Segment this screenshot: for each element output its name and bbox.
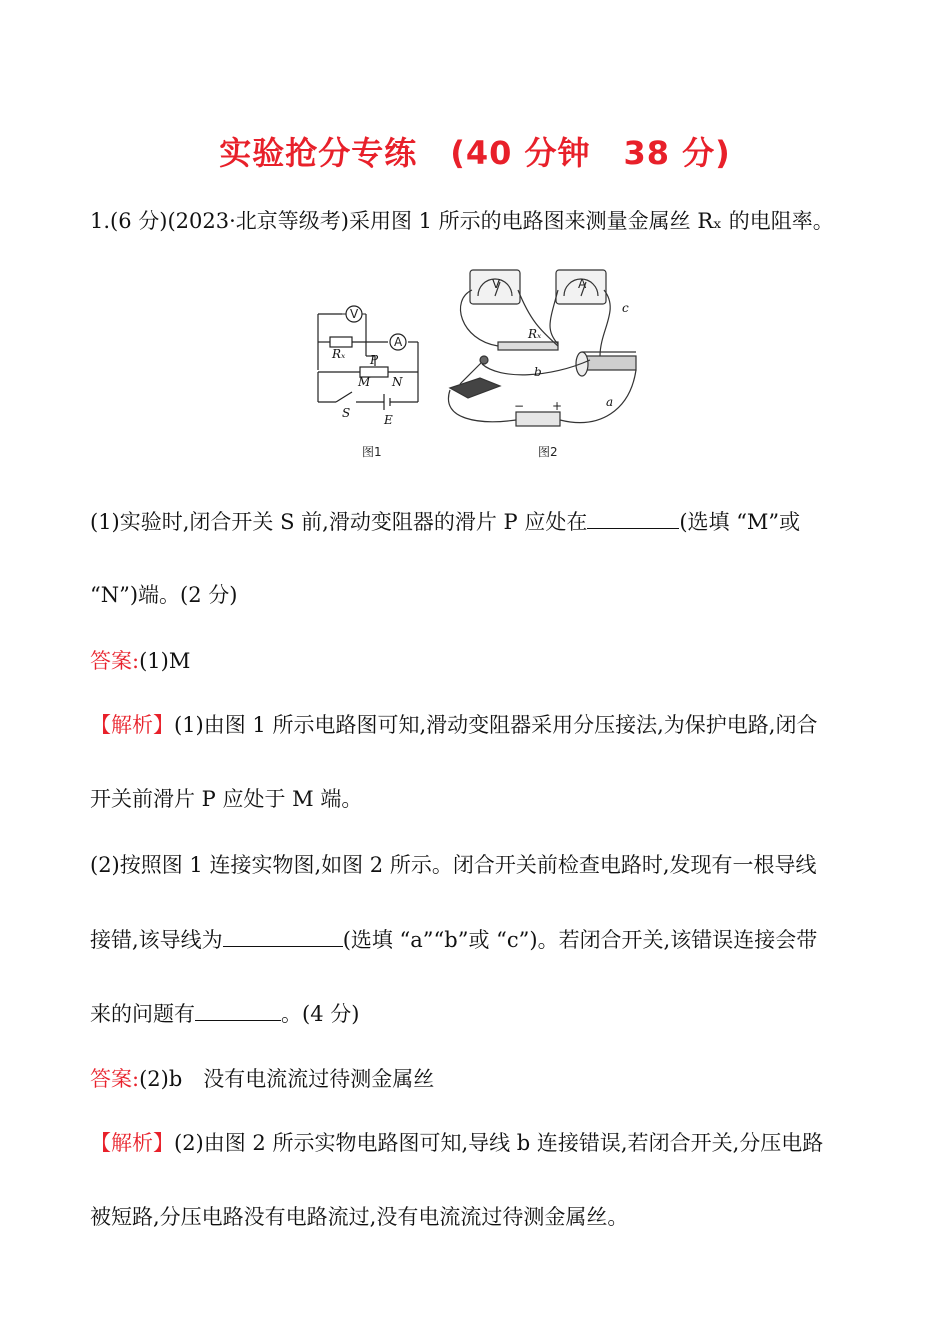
- part2-line2: [90, 924, 880, 955]
- answer1-label: 答案:: [90, 649, 140, 673]
- fig2-rx-label: Rₓ: [528, 327, 542, 341]
- circuit-figure: [300, 260, 660, 470]
- battery-plus-label: +: [552, 399, 563, 413]
- part1-line1: [90, 506, 880, 537]
- analysis1-line2: 开关前滑片 P 应处于 M 端。: [90, 787, 363, 811]
- wire-c-label: c: [622, 301, 629, 315]
- analysis2-text: (2)由图 2 所示实物电路图可知,导线 b 连接错误,若闭合开关,分压电路: [174, 1131, 824, 1155]
- rx-label: Rₓ: [332, 347, 346, 361]
- fig2-caption: 图2: [538, 445, 558, 459]
- voltmeter-label: V: [350, 307, 359, 321]
- part2-blank-wire[interactable]: [223, 924, 343, 947]
- part1-blank[interactable]: [587, 506, 679, 529]
- page-title: 实验抢分专练 (40 分钟 38 分): [219, 134, 731, 172]
- wire-b-label: b: [534, 365, 542, 379]
- p-label: P: [370, 353, 379, 367]
- s-label: S: [342, 406, 351, 420]
- analysis2-line1: [90, 1128, 880, 1158]
- part2-line3: [90, 998, 880, 1029]
- m-label: M: [358, 375, 371, 389]
- analysis1-text: (1)由图 1 所示电路图可知,滑动变阻器采用分压接法,为保护电路,闭合: [174, 713, 818, 737]
- part2-line1: (2)按照图 1 连接实物图,如图 2 所示。闭合开关前检查电路时,发现有一根导线: [90, 853, 817, 877]
- part2-text-a: 接错,该导线为: [90, 928, 223, 952]
- analysis1-label: 【解析】: [90, 713, 174, 737]
- e-label: E: [384, 413, 393, 427]
- analysis1-line1: [90, 710, 880, 740]
- analysis2-line2: 被短路,分压电路没有电路流过,没有电流流过待测金属丝。: [90, 1205, 629, 1229]
- part2-text-d: 。(4 分): [281, 1002, 360, 1026]
- n-label: N: [392, 375, 403, 389]
- analysis2-label: 【解析】: [90, 1131, 174, 1155]
- part2-text-b: (选填 “a”“b”或 “c”)。若闭合开关,该错误连接会带: [342, 928, 818, 952]
- answer2-label: 答案:: [90, 1067, 140, 1091]
- wire-a-label: a: [606, 395, 614, 409]
- answer1-value: (1)M: [139, 649, 191, 673]
- fig2-ammeter-label: A: [578, 277, 587, 291]
- part1-text-a: (1)实验时,闭合开关 S 前,滑动变阻器的滑片 P 应处在: [90, 510, 588, 534]
- wire-a: [560, 370, 636, 423]
- question-stem: 1.(6 分)(2023·北京等级考)采用图 1 所示的电路图来测量金属丝 Rₓ 的电阻率。: [90, 209, 834, 233]
- answer2: [90, 1064, 880, 1094]
- ammeter-label: A: [394, 335, 403, 349]
- part1-line2: “N”)端。(2 分): [90, 583, 238, 607]
- part1-text-b: (选填 “M”或: [679, 510, 801, 534]
- circuit-diagram-fig1: [318, 314, 418, 410]
- part2-text-c: 来的问题有: [90, 1002, 195, 1026]
- answer2-value: (2)b 没有电流流过待测金属丝: [139, 1067, 435, 1091]
- battery-minus-label: −: [514, 399, 525, 413]
- part2-blank-problem[interactable]: [195, 998, 281, 1021]
- fig2-voltmeter-label: V: [492, 277, 501, 291]
- answer1: [90, 646, 880, 676]
- fig1-caption: 图1: [362, 445, 382, 459]
